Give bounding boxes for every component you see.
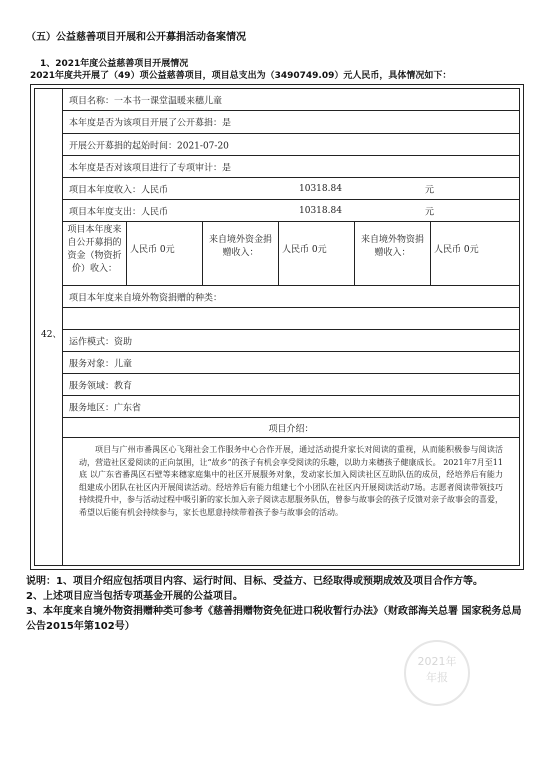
projects-summary: 2021年度共开展了（49）项公益慈善项目，项目总支出为（3490749.09）元人民币，具体情况如下： — [30, 71, 452, 81]
row-empty — [63, 308, 519, 330]
row-service-field — [63, 374, 519, 396]
public-fundraising-income-value: 人民币 0元 — [130, 245, 175, 255]
row-operation-mode — [63, 330, 519, 352]
row-service-target — [63, 352, 519, 374]
expense-unit: 元 — [425, 207, 435, 217]
note-1: 说明：1、项目介绍应包括项目内容、运行时间、目标、受益方、已经取得或预期成效及项目合作方等。 — [26, 576, 483, 587]
watermark-year: 2021年 — [417, 655, 457, 668]
public-fundraising-income-label-cell — [63, 222, 127, 285]
row-income — [63, 178, 519, 200]
row-fundraising-start — [63, 134, 519, 156]
row-expense — [63, 200, 519, 222]
foreign-goods-value: 人民币 0元 — [434, 245, 479, 255]
foreign-goods-types: 项目本年度来自境外物资捐赠的种类： — [69, 293, 223, 303]
public-fundraising-income-label: 项目本年度来自公开募捐的资金（物资折价）收入： — [67, 225, 122, 274]
public-fundraising-income-value-cell — [127, 222, 203, 285]
service-field: 服务领域：教育 — [69, 381, 133, 391]
service-area: 服务地区：广东省 — [69, 403, 142, 413]
foreign-funds-label-cell — [203, 222, 279, 285]
row-special-audit — [63, 156, 519, 178]
foreign-funds-value-cell — [279, 222, 355, 285]
annual-report-watermark — [404, 640, 470, 706]
income-value: 10318.84 — [299, 183, 342, 194]
intro-heading: 项目介绍： — [268, 424, 314, 434]
row-intro-heading — [63, 418, 519, 438]
service-target: 服务对象：儿童 — [69, 359, 133, 369]
subsection-title: 1、2021年度公益慈善项目开展情况 — [40, 59, 189, 69]
project-table-inner — [34, 88, 520, 566]
row-project-name — [63, 89, 519, 111]
project-index: 42、 — [41, 330, 62, 340]
income-unit: 元 — [425, 185, 435, 195]
foreign-goods-label: 来自境外物资捐赠收入： — [360, 235, 424, 258]
project-index-cell — [35, 89, 63, 565]
row-public-fundraising — [63, 111, 519, 134]
foreign-funds-value: 人民币 0元 — [282, 245, 327, 255]
expense-value: 10318.84 — [299, 205, 342, 216]
expense-label: 项目本年度支出：人民币 — [69, 207, 169, 217]
row-service-area — [63, 396, 519, 418]
public-fundraising: 本年度是否为该项目开展了公开募捐：是 — [69, 118, 232, 129]
row-donation-sources — [63, 222, 519, 286]
note-2: 2、上述项目应当包括专项基金开展的公益项目。 — [26, 591, 243, 602]
section-title: （五）公益慈善项目开展和公开募捐活动备案情况 — [26, 32, 246, 43]
project-name: 项目名称：一本书一课堂温暖来穗儿童 — [69, 96, 223, 106]
note-3: 3、本年度来自境外物资捐赠种类可参考《慈善捐赠物资免征进口税收暂行办法》（财政部海关总署 国家税务总局公告2015年第102号） — [26, 606, 522, 632]
foreign-goods-label-cell — [355, 222, 431, 285]
foreign-funds-label: 来自境外资金捐赠收入： — [208, 235, 272, 258]
watermark-label: 年报 — [426, 671, 448, 684]
project-table — [30, 84, 524, 570]
foreign-goods-value-cell — [431, 222, 519, 285]
notes — [26, 574, 526, 634]
special-audit: 本年度是否对该项目进行了专项审计：是 — [69, 163, 232, 173]
operation-mode: 运作模式：资助 — [69, 337, 133, 347]
fundraising-start: 开展公开募捐的起始时间：2021-07-20 — [69, 141, 229, 151]
income-label: 项目本年度收入：人民币 — [69, 185, 169, 195]
row-foreign-goods-types — [63, 286, 519, 308]
intro-body: 项目与广州市番禺区心飞翔社会工作服务中心合作开展，通过活动提升家长对阅读的重视，从而能积极参与阅读活动，营造社区爱阅读的正向氛围，让“故乡”的孩子有机会享受阅读的乐趣，以助力来穗孩子健康成长。 2021年7月至11底 以广东省番禺区石壁等来穗家庭集中的社区开展服务对象，发动家长加入阅读社区互助队伍的成员，经培养后有能力组建成小团队在社区内开展阅读活动。经培养后有能力组建七个小团队在社区内开展阅读活动7场。志愿者阅读带领技巧持续提升中，参与活动过程中吸引新的家长加入亲子阅读志愿服务队伍，曾参与故事会的孩子反馈对亲子故事会的喜爱，希望以后能有机会持续参与，家长也愿意持续带着孩子参与故事会的活动。 — [79, 445, 503, 517]
